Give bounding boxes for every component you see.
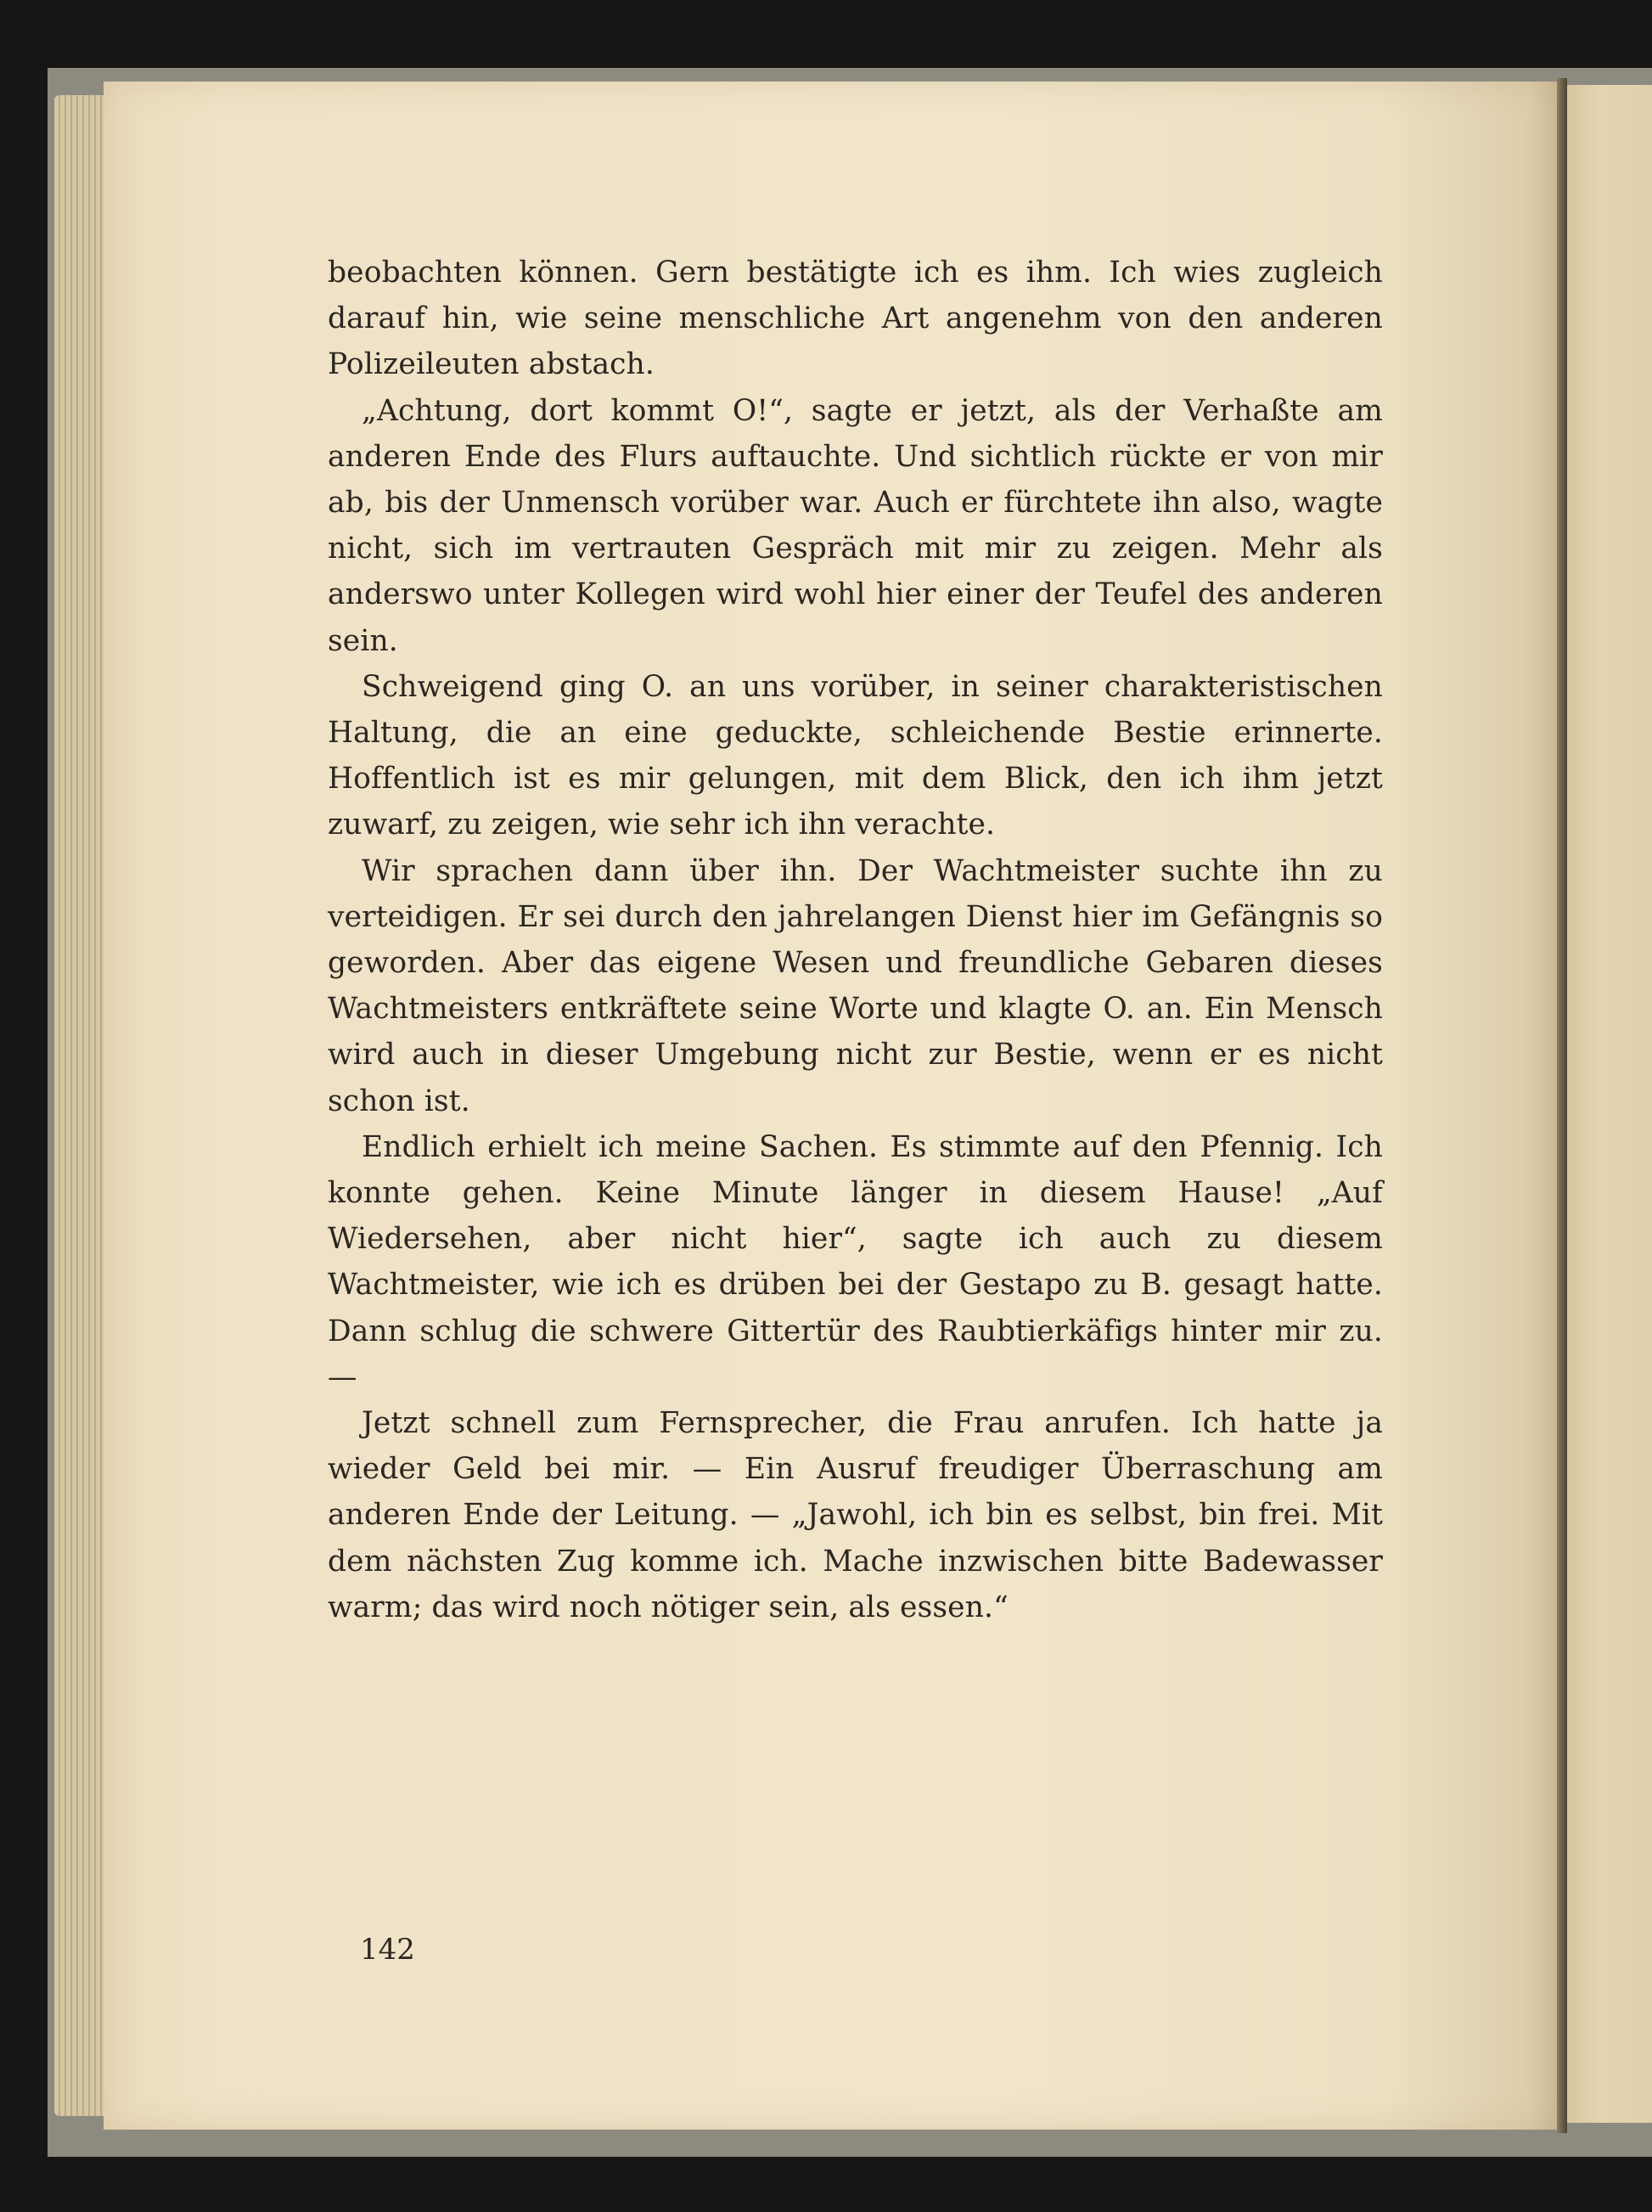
page-number: 142 — [360, 1933, 415, 1967]
paragraph-4: Wir sprachen dann über ihn. Der Wachtmeister suchte ihn zu verteidigen. Er sei durch den jahrelangen Dienst hier im Gefängnis so geworden. Aber das eigene Wesen und freundliche Gebaren dieses Wachtmeisters entkräftete seine Worte und klagte O. an. Ein Mensch wird auch in dieser Umgebung nicht zur Bestie, wenn er es nicht schon ist. — [328, 853, 1383, 1118]
facing-page-edge — [1567, 85, 1652, 2123]
paragraph-5: Endlich erhielt ich meine Sachen. Es stimmte auf den Pfennig. Ich konnte gehen. Keine Minute länger in diesem Hause! „Auf Wiedersehen, aber nicht hier“, sagte ich auch zu diesem Wachtmeister, wie ich es drüben bei der Gestapo zu B. gesagt hatte. Dann schlug die schwere Gittertür des Raubtierkäfigs hinter mir zu. — — [328, 1129, 1383, 1394]
paragraph-2: „Achtung, dort kommt O!“, sagte er jetzt, als der Verhaßte am anderen Ende des Flurs auftauchte. Und sichtlich rückte er von mir ab, bis der Unmensch vorüber war. Auch er fürchtete ihn also, wagte nicht, sich im vertrauten Gespräch mit mir zu zeigen. Mehr als anderswo unter Kollegen wird wohl hier einer der Teufel des anderen sein. — [328, 393, 1383, 658]
body-text — [328, 250, 1383, 1630]
book-gutter — [1557, 78, 1567, 2133]
paragraph-3: Schweigend ging O. an uns vorüber, in seiner charakteristischen Haltung, die an eine geduckte, schleichende Bestie erinnerte. Hoffentlich ist es mir gelungen, mit dem Blick, den ich ihm jetzt zuwarf, zu zeigen, wie sehr ich ihn verachte. — [328, 669, 1383, 842]
paragraph-1: beobachten können. Gern bestätigte ich es ihm. Ich wies zugleich darauf hin, wie seine menschliche Art angenehm von den anderen Polizeileuten abstach. — [328, 256, 1383, 382]
paragraph-6: Jetzt schnell zum Fernsprecher, die Frau anrufen. Ich hatte ja wieder Geld bei mir. — Ein Ausruf freudiger Überraschung am anderen Ende der Leitung. — „Jawohl, ich bin es selbst, bin frei. Mit dem nächsten Zug komme ich. Mache inzwischen bitte Badewasser warm; das wird noch nötiger sein, als essen.“ — [328, 1406, 1383, 1624]
